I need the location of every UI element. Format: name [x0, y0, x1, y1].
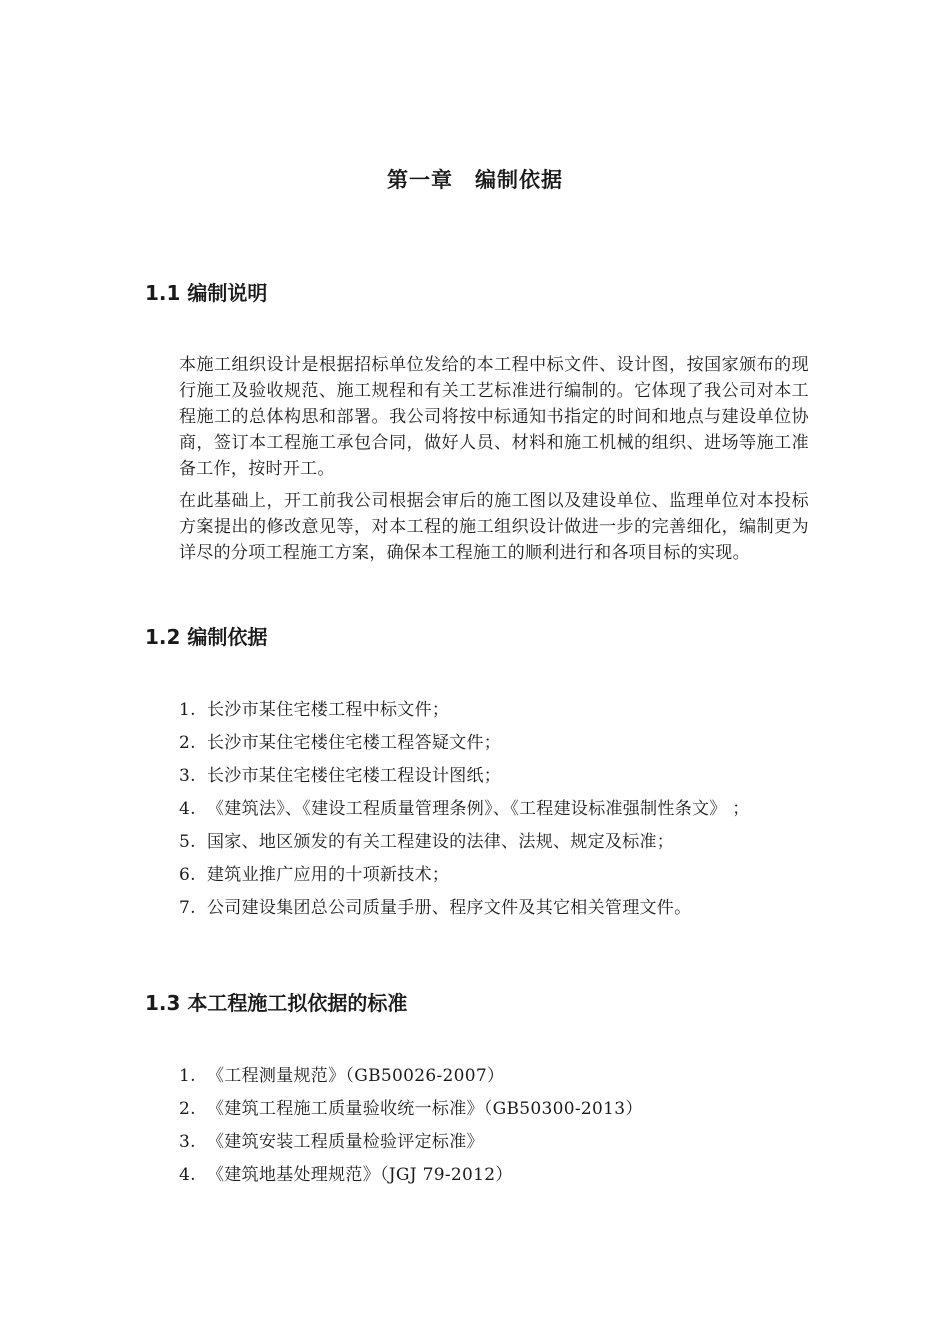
section-heading-1-3: 1.3 本工程施工拟依据的标准: [145, 991, 408, 1015]
section-heading-1-2: 1.2 编制依据: [145, 625, 268, 649]
list-item: [179, 1162, 809, 1188]
list-item: [179, 796, 809, 822]
list-item: [179, 829, 809, 855]
standards-list: [179, 1063, 809, 1195]
list-item: [179, 895, 809, 921]
paragraph-2: 在此基础上，开工前我公司根据会审后的施工图以及建设单位、监理单位对本投标方案提出的修改意见等，对本工程的施工组织设计做进一步的完善细化，编制更为详尽的分项工程施工方案，确保本工程施工的顺利进行和各项目标的实现。: [179, 491, 809, 563]
list-item-number: 4.: [179, 799, 196, 819]
list-item-text: 长沙市某住宅楼住宅楼工程答疑文件；: [207, 733, 502, 753]
paragraph-1: 本施工组织设计是根据招标单位发给的本工程中标文件、设计图，按国家颁布的现行施工及验收规范、施工规程和有关工艺标准进行编制的。它体现了我公司对本工程施工的总体构思和部署。我公司将按中标通知书指定的时间和地点与建设单位协商，签订本工程施工承包合同，做好人员、材料和施工机械的组织、进场等施工准备工作，按时开工。: [179, 355, 809, 479]
list-item-number: 1.: [179, 1066, 196, 1086]
list-item-number: 5.: [179, 832, 196, 852]
list-item-text: 长沙市某住宅楼住宅楼工程设计图纸；: [207, 766, 502, 786]
list-item-number: 6.: [179, 865, 196, 885]
list-item-text: 《工程测量规范》（GB50026-2007）: [207, 1066, 505, 1086]
list-item-text: 《建筑安装工程质量检验评定标准》: [207, 1132, 484, 1152]
list-item: [179, 1129, 809, 1155]
list-item-number: 4.: [179, 1165, 196, 1185]
list-item-text: 《建筑工程施工质量验收统一标准》（GB50300-2013）: [207, 1099, 643, 1119]
list-item-text: 国家、地区颁发的有关工程建设的法律、法规、规定及标准；: [207, 832, 675, 852]
list-item-number: 2.: [179, 733, 196, 753]
list-item-number: 3.: [179, 766, 196, 786]
list-item: [179, 1063, 809, 1089]
list-item-text: 公司建设集团总公司质量手册、程序文件及其它相关管理文件。: [207, 898, 692, 918]
list-item-number: 1.: [179, 700, 196, 720]
list-item-number: 3.: [179, 1132, 196, 1152]
list-item-number: 7.: [179, 898, 196, 918]
list-item: [179, 697, 809, 723]
list-item: [179, 862, 809, 888]
chapter-title: 第一章 编制依据: [387, 168, 563, 192]
list-item: [179, 1096, 809, 1122]
list-item-number: 2.: [179, 1099, 196, 1119]
list-item-text: 《建筑地基处理规范》（JGJ 79-2012）: [207, 1165, 513, 1185]
list-item-text: 《建筑法》、《建设工程质量管理条例》、《工程建设标准强制性条文》 ；: [207, 799, 750, 819]
basis-list: [179, 697, 809, 928]
section-heading-1-1: 1.1 编制说明: [145, 281, 268, 305]
list-item: [179, 730, 809, 756]
list-item-text: 长沙市某住宅楼工程中标文件；: [207, 700, 450, 720]
list-item: [179, 763, 809, 789]
list-item-text: 建筑业推广应用的十项新技术；: [207, 865, 450, 885]
